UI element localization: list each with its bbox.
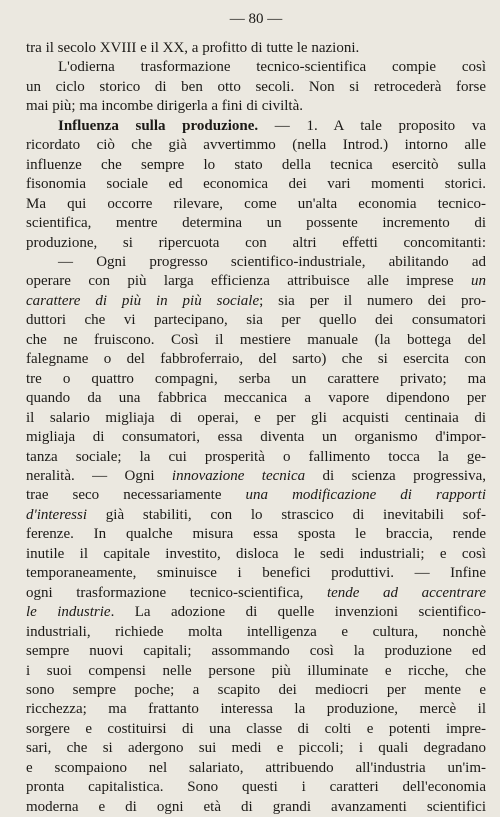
text-line: tre o quattro compagni, serba un carattere privato; ma [26, 370, 486, 387]
text-line: tanza sociale; la cui prosperità o fallimento tocca la ge- [26, 448, 486, 465]
text-line: ferenze. In qualche misura essa sposta le braccia, rende [26, 526, 486, 543]
italic-phrase: una modificazione di rapporti [245, 487, 486, 504]
italic-phrase: innovazione tecnica [171, 467, 306, 484]
body-text [26, 39, 486, 817]
text-segment: operare con più larga efficienza attribuisce alle imprese [26, 273, 471, 290]
text-line [26, 506, 486, 525]
text-line [26, 467, 486, 486]
text-line: quando da una fabbrica meccanica a vapore dipendono per [26, 390, 486, 407]
text-segment: . La adozione di quelle invenzioni scientifico- [110, 604, 486, 621]
text-line: che ne fruiscono. Così il mestiere manuale (la bottega del [26, 331, 486, 348]
text-line: migliaja di consumatori, essa diventa un organismo d'impor- [26, 429, 486, 446]
bold-heading: Influenza sulla produzione. [58, 117, 259, 134]
text-line: L'odierna trasformazione tecnico-scientifica compie così [58, 59, 486, 76]
text-line [26, 603, 486, 622]
italic-phrase: tende ad accentrare [326, 584, 486, 601]
text-line: temporaneamente, sminuisce i benefici produttivi. — Infine [26, 565, 486, 582]
text-line: influenze che sempre lo stato della tecnica esercitò sulla [26, 156, 486, 173]
text-line: sempre nuovi capitali; assommando così la produzione ed [26, 643, 486, 660]
text-line: pronta capitalistica. Sono questi i caratteri dell'economia [26, 779, 486, 796]
text-line: fisonomia sociale ed economica dei vari momenti storici. [26, 176, 486, 193]
text-line [26, 584, 486, 603]
text-line: moderna e di ogni età di grandi avanzamenti scientifici [26, 798, 486, 815]
italic-phrase: le industrie [26, 604, 111, 621]
text-line: sari, che si adergono sui medi e piccoli; i quali degradano [26, 740, 486, 757]
text-line: sono sempre poche; a scapito dei mediocri per mente e [26, 681, 486, 698]
text-segment: trae seco necessariamente [26, 487, 246, 504]
text-line: scientifica, mentre determina un possente incremento di [26, 215, 486, 232]
text-line: Ma qui occorre rilevare, come un'alta economia tecnico- [26, 195, 486, 212]
text-line [26, 272, 486, 291]
italic-phrase: carattere di più in più sociale [26, 292, 260, 309]
text-line: ricchezza; ma frattanto interessa la produzione, mercè il [26, 701, 486, 718]
text-segment: ; sia per il numero dei pro- [259, 292, 486, 309]
text-line [26, 117, 486, 136]
text-line: sorgere e costituirsi di una classe di colti e potenti impre- [26, 720, 486, 737]
text-line: duttori che vi partecipano, sia per quello dei consumatori [26, 312, 486, 329]
text-segment: già stabiliti, con lo strascico di inevitabili sof- [86, 506, 486, 523]
text-line: un ciclo storico di ben otto secoli. Non si retrocederà forse [26, 78, 486, 95]
text-line: ricordato ciò che già avvertimmo (nella Introd.) intorno alle [26, 137, 486, 154]
text-line [26, 486, 486, 505]
text-line: produzione, si ripercuota con altri effetti concomitanti: [26, 234, 486, 251]
text-line: inutile il capitale investito, disloca le sedi industriali; e così [26, 545, 486, 562]
page-number: — 80 — [229, 11, 283, 27]
text-segment: neralità. — Ogni [26, 467, 172, 484]
text-line: — Ogni progresso scientifico-industriale, abilitando ad [58, 253, 486, 270]
text-line: il salario migliaja di operai, e per gli acquisti centinaia di [26, 409, 486, 426]
italic-phrase: d'interessi [26, 506, 87, 523]
text-line: falegname o del fabbroferraio, del sarto) che si esercita con [26, 351, 486, 368]
text-line: industriali, richiede molta intelligenza e cultura, nonchè [26, 623, 486, 640]
text-line: tra il secolo XVIII e il XX, a profitto di tutte le nazioni. [26, 40, 360, 56]
text-segment: di scienza progressiva, [305, 467, 486, 484]
text-line [26, 292, 486, 311]
text-line: mai più; ma incombe dirigerla a fini di civiltà. [26, 98, 304, 115]
text-line: i suoi compensi nelle persone più illuminate e ricche, che [26, 662, 486, 679]
text-segment: ogni trasformazione tecnico-scientifica, [26, 584, 327, 601]
text-line: e scompaiono nel salariato, attribuendo all'industria un'im- [26, 759, 486, 776]
text-segment: — 1. A tale proposito va [258, 117, 486, 134]
italic-phrase: un [471, 273, 486, 290]
